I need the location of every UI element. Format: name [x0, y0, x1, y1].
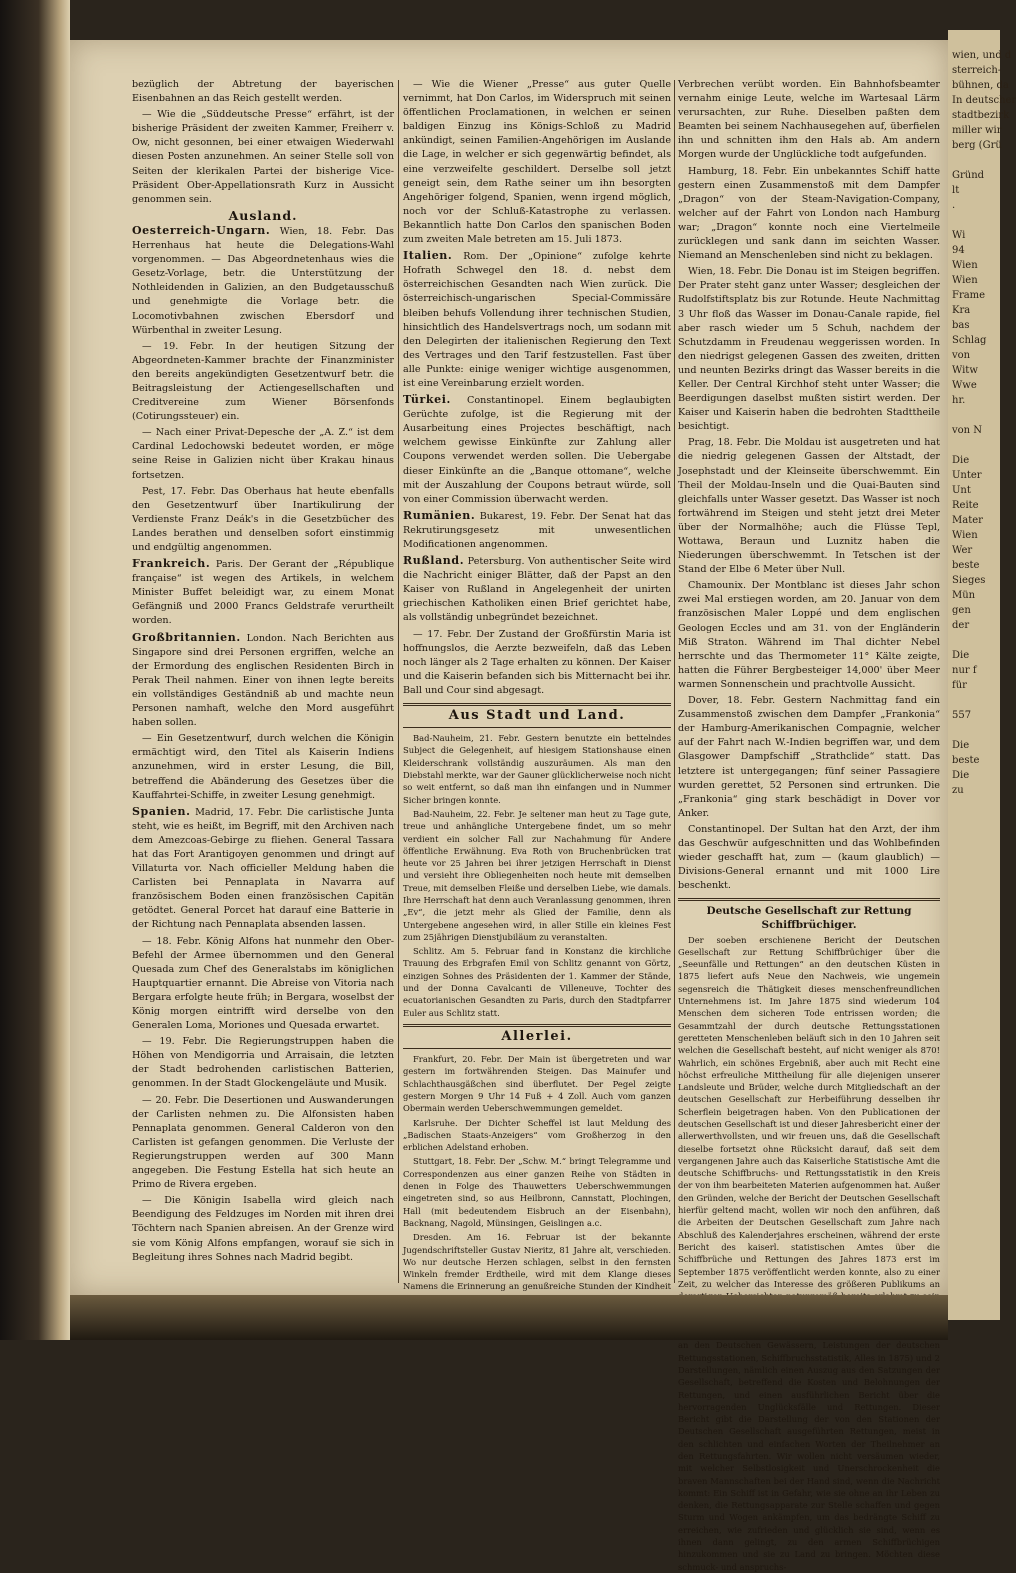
article-paragraph: Hamburg, 18. Febr. Ein unbekanntes Schiff hatte gestern einen Zusammenstoß mit dem Dampfer „Dragon“ von der Steam-Navigation-Company, welcher auf der Fahrt von London nach Hamburg war; „Dragon“ konnte noch eine Viertelmeile zurücklegen und sank dann im seichten Wasser. Niemand an Menschenleben sind nicht zu beklagen. [678, 165, 940, 262]
article-paragraph: Dresden. Am 16. Februar ist der bekannte Jugendschriftsteller Gustav Nieritz, 81 Jahre alt, verschieden. Wo nur deutsche Herzen schlagen, selbst in den fernsten Winkeln fremder Erdtheile, wird mit dem Klange dieses Namens die Erinnerung an genußreiche Stunden der Kindheit [403, 1232, 671, 1292]
adjacent-page-text: wien, und d sterreich- bühnen, da In deutscher stadtbezirk miller wir berg (Grü Gründ lt . Wi 94 Wien Wien Frame Kra bas Schlag von Witw Wwe hr. von N Die Unter Unt Reite Mater Wien Wer beste Sieges Mün gen der Die nur f für 557 Die beste Die zu [952, 50, 1016, 796]
country-heading: Türkei. [403, 393, 451, 407]
article-paragraph: Dover, 18. Febr. Gestern Nachmittag fand ein Zusammenstoß zwischen dem Dampfer „Frankonia“ der Hamburg-Amerikanischen Compagnie, welcher auf der Fahrt nach W.-Indien begriffen war, und dem Glasgower Dampfschiff „Strathclide“ statt. Das letztere ist untergegangen; fünf seiner Passagiere wurden gerettet, 52 Personen sind ertrunken. Die „Frankonia“ ging stark beschädigt in Dover vor Anker. [678, 695, 940, 819]
article-rumaenien: Rumänien. Bukarest, 19. Febr. Der Senat hat das Rekrutirungsgesetz mit unwesentlichen Modificationen angenommen. [403, 508, 671, 550]
article-paragraph: Pest, 17. Febr. Das Oberhaus hat heute ebenfalls den Gesetzentwurf über Inartikulirung der Verdienste Franz Deák's in die Gesetzbücher des Landes berathen und denselben sofort einstimmig und endgültig angenommen. [132, 485, 394, 553]
article-paragraph: Prag, 18. Febr. Die Moldau ist ausgetreten und hat die niedrig gelegenen Gassen der Altstadt, der Josephstadt und der Kleinseite überschwemmt. Ein Theil der Moldau-Inseln und die Quai-Bauten sind gleichfalls unter Wasser gesetzt. Das Wasser ist noch fortwährend im Steigen und steht jetzt drei Meter über der Normalhöhe; auch die Flüsse Tepl, Wottawa, Beraun und Luznitz haben die Niederungen überschwemmt. In Tetschen ist der Stand der Elbe 6 Meter über Null. [678, 437, 940, 576]
country-heading: Rumänien. [403, 508, 476, 522]
article-paragraph: Chamounix. Der Montblanc ist dieses Jahr schon zwei Mal erstiegen worden, am 20. Januar von dem französischen Maler Loppé und dem englischen Geologen Eccles und am 31. von der Engländerin Miß Straton. Während im Thal dichter Nebel herrschte und das Thermometer 11° Kälte zeigte, hatten die Führer Bergbesteiger 14,000' über Meer warmen Sonnenschein und prachtvolle Aussicht. [678, 580, 940, 690]
article-paragraph: — Wie die „Süddeutsche Presse“ erfährt, ist der bisherige Präsident der zweiten Kammer, Freiherr v. Ow, nicht gesonnen, bei einer etwaigen Wiederwahl diesen Posten anzunehmen. An seiner Stelle soll von Seiten der klerikalen Partei der bisherige Vice-Präsident Ober-Appellationsrath Kurz in Aussicht genommen sein. [132, 109, 394, 205]
section-heading-gesellschaft: Deutsche Gesellschaft zur Rettung Schiffbrüchiger. [706, 905, 912, 932]
country-heading: Italien. [403, 249, 453, 263]
newspaper-page [70, 40, 948, 1572]
article-paragraph: — Ein Gesetzentwurf, durch welchen die Königin ermächtigt wird, den Titel als Kaiserin Indiens anzunehmen, wird in erster Lesung, die Bill, betreffend die Abänderung des Gesetzes über die Kauffahrtei-Schiffe, in zweiter Lesung genehmigt. [132, 733, 394, 801]
article-paragraph: — 18. Febr. König Alfons hat nunmehr den Ober-Befehl der Armee übernommen und den General Quesada zum Chef des Generalstabs im königlichen Hauptquartier ernannt. Die Abreise von Vitoria nach Bergara erfolgte heute früh; in Bergara, woselbst der König morgen eintrifft wird derselbe von den Generalen Loma, Moriones und Quesada erwartet. [132, 935, 394, 1032]
article-italien: Italien. Rom. Der „Opinione“ zufolge kehrte Hofrath Schwegel den 18. d. nebst dem österreichischen Gesandten nach Wien zurück. Die österreichisch-ungarischen Special-Commissäre bleiben behufs Vollendung ihrer technischen Studien, hinsichtlich des Handelsvertrags noch, um sodann mit den Delegirten der italienischen Regierung den Text des Vertrages und den Tarif festzustellen. Fast über alle Punkte: einige weniger wichtige ausgenommen, ist eine Vereinbarung erzielt worden. [403, 249, 671, 389]
gesellschaft-block [678, 934, 940, 1573]
section-divider [403, 727, 671, 728]
column-rule [674, 80, 675, 1283]
article-russland: Rußland. Petersburg. Von authentischer Seite wird die Nachricht einiger Blätter, daß der Papst an den Kaiser von Rußland in Angelegenheit der unirten griechischen Katholiken einen Brief gerichtet habe, als vollständig unbegründet bezeichnet. [403, 554, 671, 624]
article-grossbritannien: Großbritannien. London. Nach Berichten aus Singapore sind drei Personen ergriffen, welche an der Ermordung des englischen Residenten Birch in Perak Theil nahmen. Einer von ihnen legte bereits ein vollständiges Geständniß ab und machte neun Personen namhaft, welche den Mord ausgeführt haben sollen. [132, 630, 394, 729]
article-continuation: bezüglich der Abtretung der bayerischen Eisenbahnen an das Reich gestellt werden. [132, 79, 394, 105]
page-bottom-shadow [70, 1295, 948, 1340]
column-right [678, 78, 940, 1572]
article-paragraph: Der soeben erschienene Bericht der Deutschen Gesellschaft zur Rettung Schiffbrüchiger über die „Seeunfälle und Rettungen“ an den deutschen Küsten in 1875 liefert aufs Neue den Nachweis, wie ungemein segensreich die Thätigkeit dieses menschenfreundlichen Unternehmens ist. Im Jahre 1875 sind wiederum 104 Menschen dem sicheren Tode entrissen worden; die Gesammtzahl der durch deutsche Rettungsstationen geretteten Menschenleben beläuft sich in den 10 Jahren seit welchen die Gesellschaft besteht, auf nicht weniger als 870! Wahrlich, ein schönes Ergebniß, aber auch mit Recht eine höchst erfreuliche Mittheilung für alle diejenigen unserer Landsleute und Brüder, welche durch Mitgliedschaft an der deutschen Gesellschaft zur Herbeiführung desselben ihr Scherflein beigetragen haben. Von den Publicationen der deutschen Gesellschaft ist und dieser Jahresbericht einer der allerwerthvollsten, und wir freuen uns, daß die Gesellschaft dieselbe fortsetzt ohne Rücksicht darauf, daß seit dem vergangenen Jahre auch das Kaiserliche Statistische Amt die deutsche Schiffbruchs- und Rettungsstatistik in den Kreis der von ihm bearbeiteten Materien aufgenommen hat. Außer den Gründen, welche der Bericht der Deutschen Gesellschaft hierfür geltend macht, wollen wir noch den anführen, daß die Arbeiten der Deutschen Gesellschaft zum Jahre nach Abschluß des Kalenderjahres erscheinen, während der erste Bericht des kaiserl. statistischen Amtes über die Schiffbrüche und Rettungen des Jahres 1873 erst im September 1875 veröffentlicht werden konnte, also zu einer Zeit, zu welcher das Interesse des größeren Publikums an an den Deutschen Gewässern, Leistungen der deutschen Rettungsstationen, Schiffbruchsstatistik, Alles in 1875) und 2 Darstellungen, nämlich einen Auszug aus den Satzungen der Gesellschaft, betreffend die Kosten und Belohnungen der Rettungen, und einen ausführlichen Bericht über die hervorragenden Unglücksfälle und Rettungen. Dieser Bericht gibt die Darstellung der von den Stationen der Deutschen Gesellschaft ausgeführten Rettungen, meist in den schlichten und einfachen Worten der Theilnehmer an den Rettungsfahrten. Wir wollen nicht versäumen wieder, mit welcher Selbstlosigkeit und Unerschrockenheit die braven Mannschaften bei der Hand sind, wenn die Nachricht kommt: Ein Schiff ist in Gefahr, wie sie ohne an ihr Leben zu denken, die Rettungsapparate zur Stelle schaffen und gegen Sturm und Wogen ankämpfen, um das bedrängte Schiff zu erreichen, wie zufrieden und glücklich sie sind, wenn es ihnen dann gelingt, zu den armen Schiffbrüchigen hinzukommen und sie zu Land zu bringen. Möchten diese schmuck- und anspruchs- [678, 934, 940, 1572]
article-paragraph: Karlsruhe. Der Dichter Scheffel ist laut Meldung des „Badischen Staats-Anzeigers“ vom Großherzog in den erblichen Adelstand erhoben. [403, 1117, 671, 1153]
country-heading: Spanien. [132, 804, 191, 818]
article-paragraph: Frankfurt, 20. Febr. Der Main ist übergetreten und war gestern im fortwährenden Steigen. Das Mainufer und Schlachthausgäßchen sind überflutet. Der Pegel zeigte gestern Morgen 9 Uhr 14 Fuß + 4 Zoll. Auch vom ganzen Obermain werden Ueberschwemmungen gemeldet. [403, 1054, 671, 1114]
country-heading: Oesterreich-Ungarn. [132, 223, 271, 237]
article-tuerkei: Türkei. Constantinopel. Einem beglaubigten Gerüchte zufolge, ist die Regierung mit der Ausarbeitung eines Projectes beschäftigt, nach welchem gewisse Einkünfte zur Zahlung aller Coupons verwendet werden sollen. Die Uebergabe dieser Einkünfte an die „Banque ottomane“, welche mit der Auszahlung der Coupons betraut würde, soll von einer Commission überwacht werden. [403, 393, 671, 505]
section-divider [678, 898, 940, 901]
section-heading-ausland: Ausland. [228, 207, 298, 223]
article-paragraph: Constantinopel. Der Sultan hat den Arzt, der ihm das Geschwür aufgeschnitten und das Wohlbefinden wieder geschafft hat, zum — (kaum glaublich) — Divisions-General ernannt und mit 1000 Lire beschenkt. [678, 823, 940, 892]
article-paragraph: Bad-Nauheim, 22. Febr. Je seltener man heut zu Tage gute, treue und anhängliche Untergebene findet, um so mehr verdient ein solcher Fall zur Nachahmung für Andere öffentliche Erwähnung. Eva Roth von Bruchenbrücken trat heute vor 25 Jahren bei ihrer jetzigen Herrschaft in Dienst und versieht ihre Obliegenheiten noch heute mit demselben Treue, mit demselben Fleiße und derselben Liebe, wie damals. Ihre Herrschaft hat denn auch Veranlassung genommen, ihren „Ev“, die jetzt mehr als Glied der Familie, denn als Untergebene angesehen wird, in aller Stille ein kleines Fest zum 25jährigen Dienstjubiläum zu veranstalten. [403, 808, 671, 942]
article-paragraph: — 20. Febr. Die Desertionen und Auswanderungen der Carlisten nehmen zu. Die Alfonsisten haben Pennaplata genommen. General Calderon von den Carlisten ist gefangen genommen. Die Verluste der Regierungstruppen werden auf 300 Mann angegeben. Die Festung Estella hat sich heute an Primo de Rivera ergeben. [132, 1094, 394, 1191]
article-paragraph: Stuttgart, 18. Febr. Der „Schw. M.“ bringt Telegramme und Correspondenzen aus einer ganzen Reihe von Städten in denen in Folge des Thauwetters Ueberschwemmungen eingetreten sind, so aus Heilbronn, Cannstatt, Plochingen, Hall (mit bedeutendem Eisbruch an der Eisenbahn), Backnang, Nagold, Münsingen, Geislingen a.c. [403, 1156, 671, 1228]
article-paragraph: — 19. Febr. In der heutigen Sitzung der Abgeordneten-Kammer brachte der Finanzminister den bereits angekündigten Gesetzentwurf betr. die Beitragsleistung der Actiengesellschaften und Creditvereine zum Wiener Börsenfonds (Cotirungssteuer) ein. [132, 340, 394, 423]
article-paragraph: Wien, 18. Febr. Die Donau ist im Steigen begriffen. Der Prater steht ganz unter Wasser; desgleichen der Rudolfstiftsplatz bis zur Rotunde. Heute Nachmittag 3 Uhr floß das Wasser im Donau-Canale rapide, fiel aber rasch wieder um 5 Schuh, nachdem der Schutzdamm in Freudenau weggerissen worden. In den niedrigst gelegenen Gassen des zweiten, dritten und neunten Bezirks dringt das Wasser bereits in die Keller. Der Central Kirchhof steht unter Wasser; die Beerdigungen daselbst mußten sistirt werden. Der Kaiser und Kaiserin haben die bedrohten Stadttheile besichtigt. [678, 266, 940, 433]
section-heading-allerlei: Allerlei. [501, 1028, 573, 1044]
article-paragraph: — Die Königin Isabella wird gleich nach Beendigung des Feldzuges im Norden mit ihren drei Töchtern nach Spanien abreisen. An der Grenze wird sie vom König Alfons empfangen, worauf sie sich in Begleitung ihres Sohnes nach Madrid begibt. [132, 1195, 394, 1263]
column-left [132, 78, 394, 1285]
article-continuation: Verbrechen verübt worden. Ein Bahnhofsbeamter vernahm einige Leute, welche im Wartesaal Lärm verursachten, zur Ruhe. Dieselben paßten dem Beamten bei seinem Nachhausegehen auf, überfielen ihn und schnitten ihm den Hals ab. Am andern Morgen wurde der Unglückliche todt aufgefunden. [678, 79, 940, 161]
country-heading: Großbritannien. [132, 630, 241, 644]
article-oesterreich: Oesterreich-Ungarn. Wien, 18. Febr. Das Herrenhaus hat heute die Delegations-Wahl vorgenommen. — Das Abgeordnetenhaus wies die Gesetz-Vorlage, betr. die Unterstützung der Nothleidenden in Galizien, an den Budgetausschuß und genehmigte die Vorlage betr. die Locomotivbahnen zwischen Ebersdorf und Würbenthal in zweiter Lesung. [132, 223, 394, 336]
section-heading-stadt-und-land: Aus Stadt und Land. [448, 708, 626, 724]
country-heading: Rußland. [403, 554, 465, 568]
article-spanien: Spanien. Madrid, 17. Febr. Die carlistische Junta steht, wie es heißt, im Begriff, mit den Archiven nach dem Amezcoas-Gebirge zu fliehen. General Tassara hat das Fort Arantigoyen genommen und dringt auf Villaturta vor. Nach officieller Meldung haben die Carlisten bei Pennaplata in Navarra auf französischem Boden einen französischen Capitän getödtet. General Porcet hat darauf eine Batterie in der Richtung nach Pennaplata absenden lassen. [132, 804, 394, 931]
article-paragraph: — Nach einer Privat-Depesche der „A. Z.“ ist dem Cardinal Ledochowski bedeutet worden, er möge seine Reise in Galizien nicht über Krakau hinaus fortsetzen. [132, 427, 394, 481]
stadt-und-land-block [403, 732, 671, 1019]
section-divider [403, 1024, 671, 1027]
adjacent-page-edge [948, 30, 1016, 1320]
article-paragraph: Bad-Nauheim, 21. Febr. Gestern benutzte ein bettelndes Subject die Gelegenheit, auf hiesigem Stationshause einen Kleiderschrank vollständig auszuräumen. Als man den Diebstahl merkte, war der Gauner glücklicherweise noch nicht so weit entfernt, so daß man ihn einfangen und in Nummer Sicher bringen konnte. [403, 733, 671, 805]
section-divider [403, 703, 671, 706]
column-rule [398, 80, 399, 1283]
section-divider [403, 1048, 671, 1049]
article-paragraph: — 19. Febr. Die Regierungstruppen haben die Höhen von Mendigorria und Arraisain, die letzten der Stadt bedrohenden carlistischen Batterien, genommen. In der Stadt Glockengeläute und Musik. [132, 1036, 394, 1090]
article-paragraph: Schlitz. Am 5. Februar fand in Konstanz die kirchliche Trauung des Erbgrafen Emil von Schlitz genannt von Görtz, einzigen Sohnes des Präsidenten der 1. Kammer der Stände, und der Donna Cavalcanti de Villeneuve, Tochter des ecuatorianischen Gesandten zu Paris, durch den Stadtpfarrer Euler aus Schlitz statt. [403, 946, 671, 1018]
article-frankreich: Frankreich. Paris. Der Gerant der „République française“ ist wegen des Artikels, in welchem Minister Buffet beleidigt war, zu einem Monat Gefängniß und 2000 Francs Geldstrafe verurtheilt worden. [132, 557, 394, 627]
country-heading: Frankreich. [132, 557, 211, 571]
article-paragraph: — Wie die Wiener „Presse“ aus guter Quelle vernimmt, hat Don Carlos, im Widerspruch mit seinen öffentlichen Proclamationen, in welchen er seinen baldigen Einzug ins Königs-Schloß zu Madrid ankündigt, seinen Familien-Angehörigen im Auslande die Lage, in welcher er sich gegenwärtig befindet, als eine verzweifelte geschildert. Derselbe soll jetzt geneigt sein, dem Rathe seiner um ihn besorgten Angehöriger folgend, Spanien, wenn irgend möglich, noch vor der Schluß-Katastrophe zu verlassen. Bekanntlich hatte Don Carlos den spanischen Boden zum zweiten Male betreten am 15. Juli 1873. [403, 79, 671, 246]
column-middle [403, 78, 671, 1292]
book-spine [0, 0, 70, 1340]
allerlei-block [403, 1053, 671, 1332]
article-paragraph: — 17. Febr. Der Zustand der Großfürstin Maria ist hoffnungslos, die Aerzte bezweifeln, daß das Leben noch länger als 2 Tage erhalten zu können. Der Kaiser und die Kaiserin befanden sich bis Mitternacht bei ihr. Ball und Cour sind abgesagt. [403, 628, 671, 696]
